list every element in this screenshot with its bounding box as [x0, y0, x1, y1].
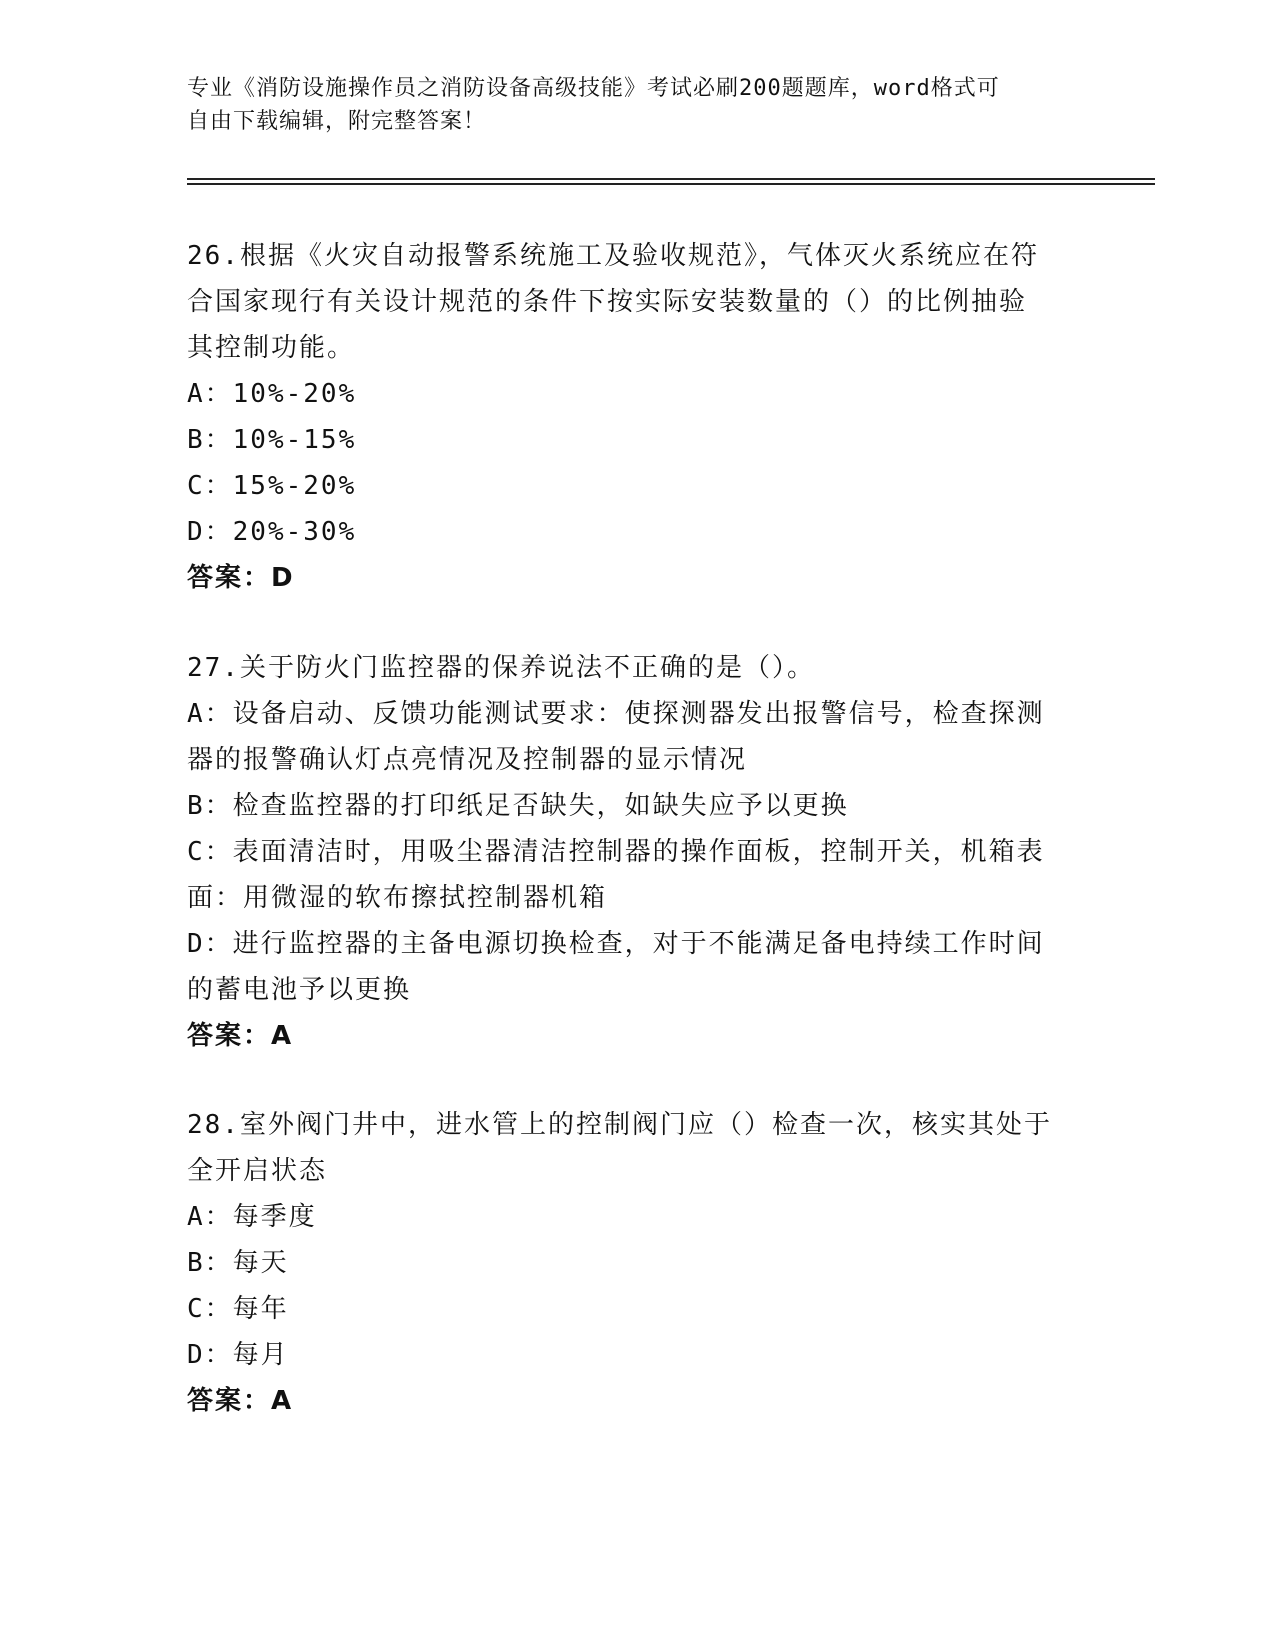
option-line: A：设备启动、反馈功能测试要求：使探测器发出报警信号，检查探测: [187, 699, 1045, 729]
question-28: [187, 1102, 1077, 1424]
option-line: 器的报警确认灯点亮情况及控制器的显示情况: [187, 745, 748, 775]
stem-line: 其控制功能。: [187, 333, 356, 363]
option-b: B：检查监控器的打印纸足否缺失，如缺失应予以更换: [187, 791, 849, 821]
question-stem: [187, 1102, 1077, 1194]
option-b: B：10%-15%: [187, 425, 357, 455]
question-stem: [187, 645, 1077, 691]
stem-line: 合国家现行有关设计规范的条件下按实际安装数量的（）的比例抽验: [187, 287, 1028, 317]
stem-line: 27.关于防火门监控器的保养说法不正确的是（）。: [187, 653, 815, 683]
option-a: A：每季度: [187, 1202, 317, 1232]
option-d: [187, 921, 1077, 1013]
question-26: [187, 233, 1077, 601]
stem-line: 28.室外阀门井中，进水管上的控制阀门应（）检查一次，核实其处于: [187, 1110, 1052, 1140]
stem-line: 全开启状态: [187, 1156, 328, 1186]
option-d: D：20%-30%: [187, 517, 357, 547]
option-c: [187, 829, 1077, 921]
option-line: C：表面清洁时，用吸尘器清洁控制器的操作面板，控制开关，机箱表: [187, 837, 1045, 867]
answer-line: 答案：D: [187, 563, 295, 593]
document-header: [187, 72, 1067, 138]
option-a: A：10%-20%: [187, 379, 357, 409]
header-divider-top: [187, 178, 1155, 180]
header-divider-bottom: [187, 183, 1155, 185]
question-stem: [187, 233, 1077, 371]
option-c: C：每年: [187, 1294, 289, 1324]
header-line-1: 专业《消防设施操作员之消防设备高级技能》考试必刷200题题库，word格式可: [187, 76, 1000, 101]
option-line: 面：用微湿的软布擦拭控制器机箱: [187, 883, 608, 913]
option-line: D：进行监控器的主备电源切换检查，对于不能满足备电持续工作时间: [187, 929, 1045, 959]
header-line-2: 自由下载编辑，附完整答案！: [187, 109, 487, 134]
option-d: D：每月: [187, 1340, 289, 1370]
option-c: C：15%-20%: [187, 471, 357, 501]
option-line: 的蓄电池予以更换: [187, 975, 412, 1005]
question-27: [187, 645, 1077, 1059]
answer-line: 答案：A: [187, 1386, 294, 1416]
answer-line: 答案：A: [187, 1021, 294, 1051]
stem-line: 26.根据《火灾自动报警系统施工及验收规范》，气体灭火系统应在符: [187, 241, 1039, 271]
option-b: B：每天: [187, 1248, 289, 1278]
option-a: [187, 691, 1077, 783]
